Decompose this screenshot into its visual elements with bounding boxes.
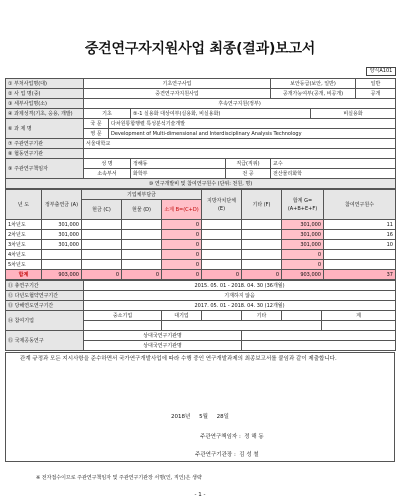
budget-year: 3차년도 [6, 240, 42, 250]
budget-sum-inkind: 0 [122, 270, 162, 280]
security-value: 일반 [356, 79, 396, 89]
report-date-year: 2018년 [171, 414, 191, 420]
department-row [6, 79, 396, 89]
budget-row [6, 260, 396, 270]
total-period-value: 2015. 05. 01 - 2018. 04. 30 (36개월) [84, 281, 396, 291]
budget-year: 4차년도 [6, 250, 42, 260]
partner-value [84, 149, 396, 159]
task-kor-value: 다차원통합행렬 특성분석기술개발 [109, 119, 396, 129]
budget-gov-header: 정부출연금 (A) [42, 190, 82, 220]
institution-signature [195, 450, 259, 458]
budget-corp-header: 기업체부담금 [82, 190, 202, 200]
budget-people [324, 250, 396, 260]
budget-table [5, 189, 396, 280]
participants-etc-value [282, 311, 322, 321]
current-period-row [6, 301, 396, 311]
budget-year: 5차년도 [6, 260, 42, 270]
budget-total-header: 합계 G=(A+B+E+F) [282, 190, 324, 220]
budget-people [324, 260, 396, 270]
budget-local-header: 지방자치단체 (E) [202, 190, 242, 220]
report-date-month: 5월 [199, 414, 208, 420]
budget-subtotal: 0 [162, 250, 202, 260]
participants-label: ⑭ 참여기업 [6, 311, 84, 331]
budget-inkind [122, 230, 162, 240]
participants-sme-label: 중소기업 [84, 311, 162, 321]
budget-sum-total: 903,000 [282, 270, 324, 280]
task-eng-value: Development of Multi-dimensional and Interdisciplinary Analysis Technology [109, 129, 396, 139]
budget-cash-header: 현금 (C) [82, 200, 122, 220]
budget-sum-row [6, 270, 396, 280]
budget-year: 2차년도 [6, 230, 42, 240]
participants-sme-value [84, 321, 162, 331]
report-date-day: 28일 [216, 414, 229, 420]
multi-period-value: 기재하지 않음 [84, 291, 396, 301]
budget-people: 10 [324, 240, 396, 250]
budget-header-row-1 [6, 190, 396, 200]
researcher-dept: 화학부 [131, 169, 226, 179]
practical-label: ⑤-1 실용화 대상여부(실용화, 비실용화) [131, 109, 311, 119]
researcher-major-label: 전 공 [226, 169, 271, 179]
multi-period-row [6, 291, 396, 301]
budget-people: 16 [324, 230, 396, 240]
budget-other [242, 260, 282, 270]
budget-inkind [122, 250, 162, 260]
researcher-name: 정해동 [131, 159, 226, 169]
task-title-label: ⑥ 과 제 명 [6, 119, 84, 139]
budget-sum-local: 0 [202, 270, 242, 280]
budget-section-row [6, 179, 396, 189]
budget-subtotal: 0 [162, 240, 202, 250]
disclosure-label: 공개가능여부(공개, 비공개) [271, 89, 356, 99]
project-label: ② 사 업 명(중) [6, 89, 84, 99]
total-period-label: ⑪ 총연구기간 [6, 281, 84, 291]
form-code: 양식A101 [366, 67, 396, 76]
disclosure-value: 공개 [356, 89, 396, 99]
budget-inkind [122, 260, 162, 270]
budget-local [202, 260, 242, 270]
info-table [5, 78, 396, 189]
budget-other [242, 240, 282, 250]
budget-gov [42, 260, 82, 270]
budget-gov: 301,000 [42, 230, 82, 240]
budget-total: 301,000 [282, 230, 324, 240]
partner-row [6, 149, 396, 159]
budget-sum-gov: 903,000 [42, 270, 82, 280]
intl-partner-value [242, 331, 396, 341]
budget-cash [82, 260, 122, 270]
researcher-label: ⑨ 주관연구책임자 [6, 159, 84, 179]
researcher-dept-label: 소속부서 [84, 169, 131, 179]
statement-box [5, 352, 395, 462]
practical-value: 비실용화 [311, 109, 396, 119]
intl-row-1 [6, 331, 396, 341]
budget-local [202, 230, 242, 240]
budget-inkind-header: 현물 (D) [122, 200, 162, 220]
project-row [6, 89, 396, 99]
budget-cash [82, 220, 122, 230]
budget-inkind [122, 240, 162, 250]
detail-row [6, 99, 396, 109]
detail-value: 후속연구지원(정부) [84, 99, 396, 109]
participants-large-value [202, 311, 242, 321]
budget-year: 1차년도 [6, 220, 42, 230]
page-title: 중견연구자지원사업 최종(결과)보고서 [84, 41, 316, 57]
budget-subtotal-header: 소계 B=(C+D) [162, 200, 202, 220]
budget-row [6, 240, 396, 250]
budget-total: 301,000 [282, 220, 324, 230]
multi-period-label: ⑫ 다년도협약연구기간 [6, 291, 84, 301]
budget-row [6, 230, 396, 240]
institution-label: ⑦ 주관연구기관 [6, 139, 84, 149]
budget-people-header: 참여연구원수 [324, 190, 396, 220]
budget-section-label: ⑩ 연구개발비 및 참여연구원수 (단위: 천원, 명) [6, 179, 396, 189]
budget-sum-subtotal: 0 [162, 270, 202, 280]
intl-country-label: 상대국연구기관명 [84, 341, 242, 351]
budget-local [202, 240, 242, 250]
researcher-position: 교수 [271, 159, 396, 169]
task-kor-row [6, 119, 396, 129]
intl-partner-label: 상대국연구기관명 [84, 331, 242, 341]
task-eng-label: 영 문 [84, 129, 109, 139]
budget-subtotal: 0 [162, 220, 202, 230]
page-number: - 1 - [194, 492, 206, 498]
budget-gov: 301,000 [42, 220, 82, 230]
researcher-signature [200, 432, 264, 440]
budget-row [6, 250, 396, 260]
task-kor-label: 국 문 [84, 119, 109, 129]
budget-other [242, 250, 282, 260]
institution-row [6, 139, 396, 149]
type-value: 기초 [84, 109, 131, 119]
partner-label: ⑧ 협동연구기관 [6, 149, 84, 159]
intl-country-value [242, 341, 396, 351]
statement-text: 관계 규정과 모든 지시사항을 준수하면서 국가연구개발사업에 따라 수행 중인 연구개발과제의 최종보고서를 붙임과 같이 제출합니다. [20, 356, 337, 362]
period-table [5, 280, 396, 351]
budget-sum-people: 37 [324, 270, 396, 280]
budget-subtotal: 0 [162, 230, 202, 240]
budget-local [202, 220, 242, 230]
budget-cash [82, 230, 122, 240]
researcher-row-1 [6, 159, 396, 169]
budget-sum-other: 0 [242, 270, 282, 280]
participants-etc-label: 기타 [242, 311, 282, 321]
budget-total: 0 [282, 250, 324, 260]
institution-signature-name: 김 성 철 [239, 452, 259, 458]
budget-row [6, 220, 396, 230]
budget-cash [82, 250, 122, 260]
budget-gov: 301,000 [42, 240, 82, 250]
budget-people: 11 [324, 220, 396, 230]
budget-total: 0 [282, 260, 324, 270]
participants-large-label: 대기업 [162, 311, 202, 321]
budget-local [202, 250, 242, 260]
participants-sum-label: 계 [322, 311, 396, 321]
researcher-major: 전산물리화학 [271, 169, 396, 179]
detail-label: ③ 세부사업명(소) [6, 99, 84, 109]
budget-cash [82, 240, 122, 250]
budget-sum-label: 합계 [6, 270, 42, 280]
type-row [6, 109, 396, 119]
security-label: 보안등급(보안, 일반) [271, 79, 356, 89]
intl-label: ⑮ 국제공동연구 [6, 331, 84, 351]
department-value: 기초연구사업 [84, 79, 271, 89]
institution-signature-label: 주관연구기관장 : [195, 452, 236, 458]
researcher-name-label: 성 명 [84, 159, 131, 169]
type-label: ④ 과제성격(기초, 응용, 개발) [6, 109, 84, 119]
budget-total: 301,000 [282, 240, 324, 250]
budget-gov [42, 250, 82, 260]
total-period-row [6, 281, 396, 291]
budget-sum-cash: 0 [82, 270, 122, 280]
researcher-signature-name: 정 해 동 [244, 434, 264, 440]
budget-other [242, 220, 282, 230]
participants-sum-value [322, 321, 396, 331]
budget-subtotal: 0 [162, 260, 202, 270]
footnote: ※ 전자접수이므로 주관연구책임자 및 주관연구기관장 서명(인, 직인)은 생략 [36, 475, 202, 481]
institution-value: 서울대학교 [84, 139, 396, 149]
budget-other-header: 기타 (F) [242, 190, 282, 220]
report-date [0, 412, 400, 420]
participants-row-1 [6, 311, 396, 321]
budget-inkind [122, 220, 162, 230]
budget-other [242, 230, 282, 240]
researcher-signature-label: 주관연구책임자 : [200, 434, 241, 440]
researcher-position-label: 직급(직위) [226, 159, 271, 169]
current-period-label: ⑬ 당해연도연구기간 [6, 301, 84, 311]
budget-year-header: 년 도 [6, 190, 42, 220]
department-label: ① 부처사업명(대) [6, 79, 84, 89]
current-period-value: 2017. 05. 01 - 2018. 04. 30 (12개월) [84, 301, 396, 311]
project-value: 중견연구자지원사업 [84, 89, 271, 99]
